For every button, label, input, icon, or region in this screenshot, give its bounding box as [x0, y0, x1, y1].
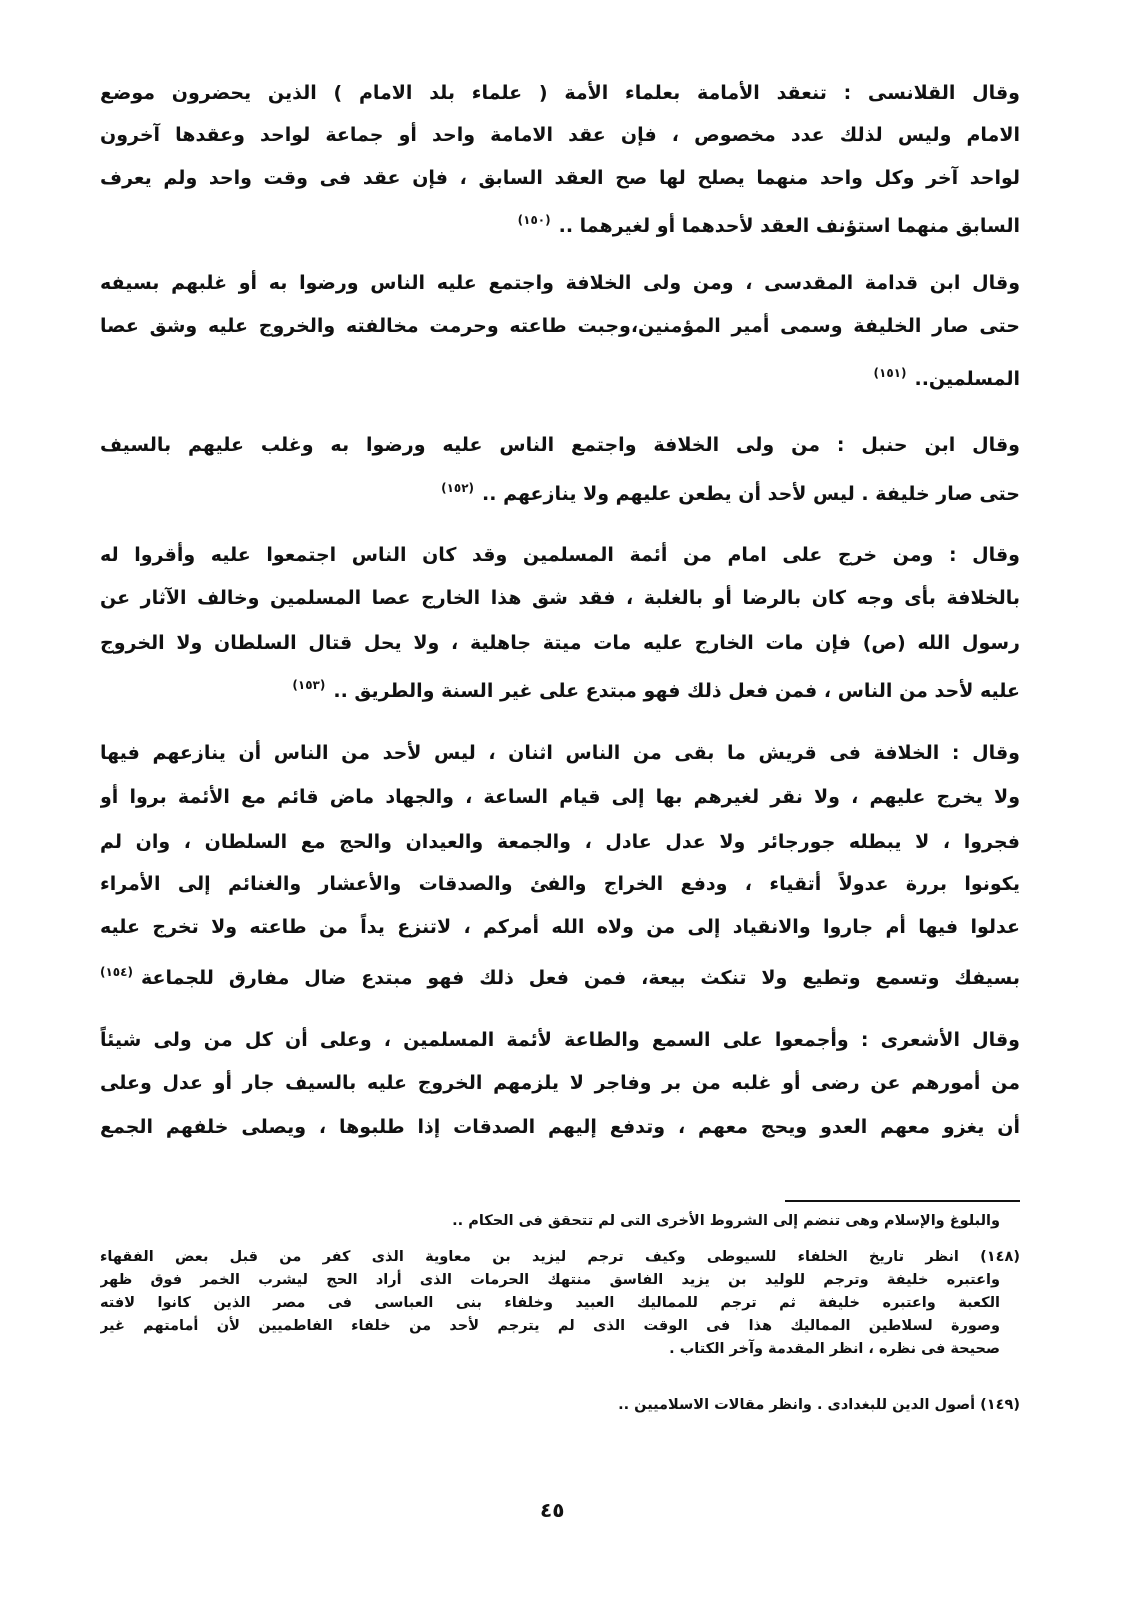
footnote-148-line: (١٤٨) انظر تاريخ الخلفاء للسيوطى وكيف ترجم ليزيد بن معاوية الذى كفر من قبل بعض الفقهاء: [100, 1249, 1020, 1265]
footnote-ref: (١٥١): [873, 366, 907, 380]
page-number: ٤٥: [540, 1498, 565, 1522]
body-line: وقال : ومن خرج على امام من أئمة المسلمين وقد كان الناس اجتمعوا عليه وأقروا له: [100, 544, 1020, 566]
footnote-separator: [785, 1200, 1020, 1202]
footnote-ref: (١٥٤): [100, 965, 133, 979]
footnote-149: (١٤٩) أصول الدين للبغدادى . وانظر مقالات الاسلاميين ..: [618, 1397, 1020, 1413]
body-line: وقال ابن حنبل : من ولى الخلافة واجتمع الناس عليه ورضوا به وغلب عليهم بالسيف: [100, 434, 1020, 456]
body-line: عليه لأحد من الناس ، فمن فعل ذلك فهو مبتدع على غير السنة والطريق ..$^{(١٥٣)}$: [292, 678, 1020, 702]
body-line: عدلوا فيها أم جاروا والانقياد إلى من ولاه الله أمركم ، لاتنزع يداً من طاعته ولا تخرج عليه: [100, 916, 1020, 938]
body-line: وقال : الخلافة فى قريش ما بقى من الناس اثنان ، ليس لأحد من الناس أن ينازعهم فيها: [100, 742, 1020, 764]
body-line: الامام وليس لذلك عدد مخصوص ، فإن عقد الامامة واحد أو جماعة لواحد وعقدها آخرون: [100, 124, 1020, 146]
footnote-148-line: واعتبره خليفة وترجم للوليد بن يزيد الفاسق منتهك الحرمات الذى أراد الحج ليشرب الخمر فوق ظهر: [100, 1272, 1000, 1288]
body-line: من أمورهم عن رضى أو غلبه من بر وفاجر لا يلزمهم الخروج عليه بالسيف جار أو عدل وعلى: [100, 1072, 1020, 1094]
body-line: وقال الأشعرى : وأجمعوا على السمع والطاعة لأئمة المسلمين ، وعلى أن كل من ولى شيئاً: [100, 1029, 1020, 1051]
body-line: رسول الله (ص) فإن مات الخارج عليه مات ميتة جاهلية ، ولا يحل قتال السلطان ولا الخروج: [100, 632, 1020, 654]
body-line: المسلمين..$^{(١٥١)}$: [873, 366, 1020, 390]
body-line: يكونوا بررة عدولاً أتقياء ، ودفع الخراج والفئ والصدقات والأعشار والغنائم إلى الأمراء: [100, 873, 1020, 895]
body-line: وقال القلانسى : تنعقد الأمامة بعلماء الأمة ( علماء بلد الامام ) الذين يحضرون موضع: [100, 82, 1020, 104]
footnote-ref: (١٥٣): [292, 678, 326, 692]
footnote-ref: (١٥٢): [441, 481, 475, 495]
footnote-ref: (١٥٠): [517, 213, 551, 227]
footnote-continuation: والبلوغ والإسلام وهى تنضم إلى الشروط الأخرى التى لم تتحقق فى الحكام ..: [452, 1213, 1000, 1229]
body-line: بسيفك وتسمع وتطيع ولا تنكث بيعة، فمن فعل ذلك فهو مبتدع ضال مفارق للجماعة$^{(١٥٤)}$: [100, 965, 1020, 989]
body-line: لواحد آخر وكل واحد منهما يصلح لها صح العقد السابق ، فإن عقد فى وقت واحد ولم يعرف: [100, 167, 1020, 189]
body-line: أن يغزو معهم العدو ويحج معهم ، وتدفع إليهم الصدقات إذا طلبوها ، ويصلى خلفهم الجمع: [100, 1116, 1020, 1138]
body-line: ولا يخرج عليهم ، ولا نقر لغيرهم بها إلى قيام الساعة ، والجهاد ماض قائم مع الأئمة بروا أو: [100, 786, 1020, 808]
footnote-148-line: الكعبة واعتبره خليفة ثم ترجم للمماليك العبيد وخلفاء بنى العباسى فى مصر الذين كانوا لافته: [100, 1295, 1000, 1311]
body-line: حتى صار الخليفة وسمى أمير المؤمنين،وجبت طاعته وحرمت مخالفته والخروج عليه وشق عصا: [100, 315, 1020, 337]
body-line: وقال ابن قدامة المقدسى ، ومن ولى الخلافة واجتمع عليه الناس ورضوا به أو غلبهم بسيفه: [100, 272, 1020, 294]
body-line: حتى صار خليفة . ليس لأحد أن يطعن عليهم ولا ينازعهم ..$^{(١٥٢)}$: [441, 481, 1020, 505]
body-line: فجروا ، لا يبطله جورجائر ولا عدل عادل ، والجمعة والعيدان والحج مع السلطان ، وان لم: [100, 831, 1020, 853]
footnote-148-line: صحيحة فى نظره ، انظر المقدمة وآخر الكتاب .: [669, 1341, 1000, 1357]
body-line: بالخلافة بأى وجه كان بالرضا أو بالغلبة ، فقد شق هذا الخارج عصا المسلمين وخالف الآثار عن: [100, 587, 1020, 609]
footnote-148-line: وصورة لسلاطين المماليك هذا فى الوقت الذى لم يترجم لأحد من خلفاء الفاطميين لأن أمامتهم غير: [100, 1318, 1000, 1334]
body-line: السابق منهما استؤنف العقد لأحدهما أو لغيرهما ..$^{(١٥٠)}$: [517, 213, 1020, 237]
